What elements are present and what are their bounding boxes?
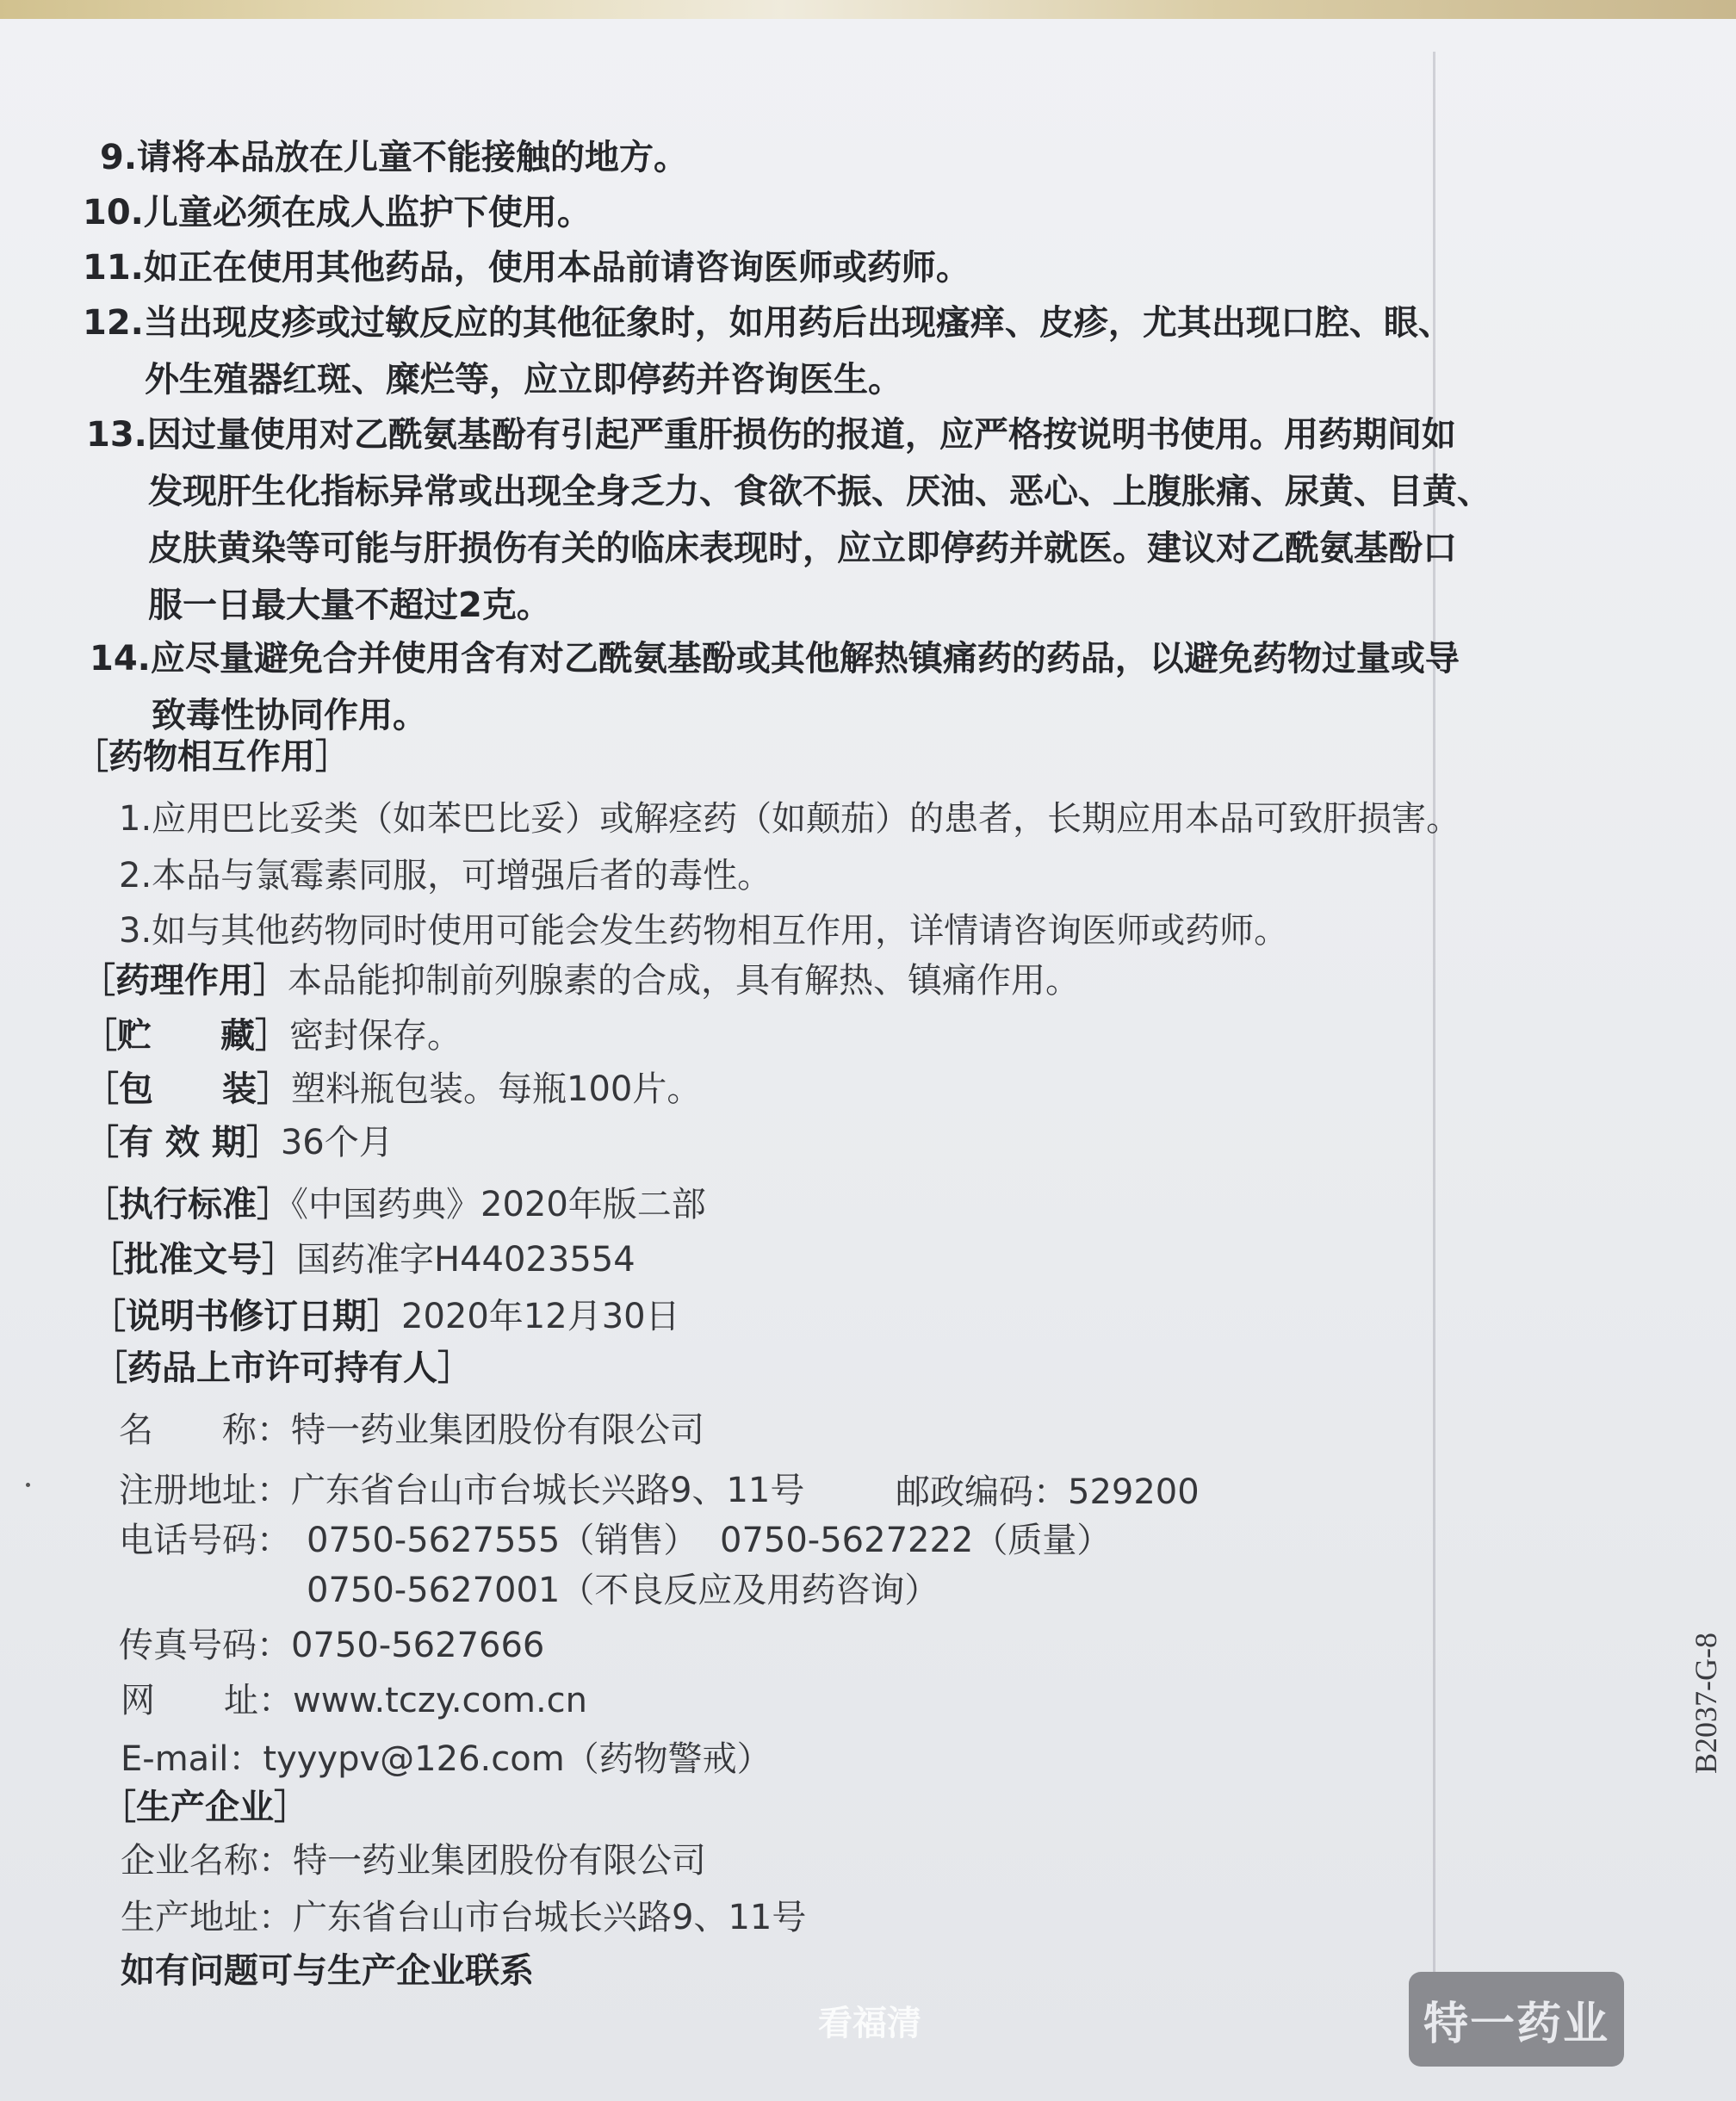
section-label: ［包 装］: [84, 1069, 291, 1109]
manufacturer-address: 生产地址：广东省台山市台城长兴路9、11号: [121, 1898, 807, 1937]
box-edge-strip: [0, 0, 1736, 19]
precaution-13-line3: 皮肤黄染等可能与肝损伤有关的临床表现时，应立即停药并就医。建议对乙酰氨基酚口: [148, 529, 1457, 568]
manufacturer-contact: 如有问题可与生产企业联系: [121, 1951, 534, 1991]
manufacturer-name: 企业名称：特一药业集团股份有限公司: [121, 1841, 706, 1881]
precaution-9: 9.请将本品放在儿童不能接触的地方。: [100, 138, 689, 177]
holder-phone-adverse: 0750-5627001（不良反应及用药咨询）: [307, 1571, 939, 1610]
interaction-item-2: 2.本品与氯霉素同服，可增强后者的毒性。: [119, 856, 772, 896]
holder-phone-sales: 0750-5627555（销售）: [307, 1521, 698, 1560]
watermark-text: 看福清: [818, 2004, 921, 2043]
precaution-12-line2: 外生殖器红斑、糜烂等，应立即停药并咨询医生。: [145, 360, 902, 400]
company-logo: [1409, 1972, 1624, 2067]
interaction-item-3: 3.如与其他药物同时使用可能会发生药物相互作用，详情请咨询医师或药师。: [119, 911, 1289, 951]
holder-heading: ［药品上市许可持有人］: [93, 1348, 472, 1388]
section-label: ［有 效 期］: [84, 1123, 281, 1162]
precaution-14-line1: 14.应尽量避免合并使用含有对乙酰氨基酚或其他解热镇痛药的药品，以避免药物过量或导: [90, 639, 1460, 679]
precaution-14-line2: 致毒性协同作用。: [152, 696, 427, 735]
section-standard: [84, 1181, 706, 1228]
section-text: 本品能抑制前列腺素的合成，具有解热、镇痛作用。: [288, 961, 1080, 1001]
holder-email: E-mail：tyyypv@126.com（药物警戒）: [121, 1739, 772, 1779]
fold-crease: [1433, 52, 1435, 2032]
holder-name: 名 称：特一药业集团股份有限公司: [119, 1410, 704, 1450]
section-text: 2020年12月30日: [401, 1297, 680, 1336]
section-pharmacology: [81, 958, 1080, 1004]
holder-fax: 传真号码：0750-5627666: [119, 1626, 545, 1665]
section-label: ［说明书修订日期］: [91, 1297, 401, 1336]
section-approval-number: [90, 1236, 636, 1283]
holder-phone-quality: 0750-5627222（质量）: [720, 1521, 1112, 1560]
section-validity: [84, 1119, 394, 1166]
section-label: ［批准文号］: [90, 1240, 296, 1280]
section-text: 国药准字H44023554: [296, 1240, 636, 1280]
section-storage: [83, 1013, 462, 1059]
section-text: 《中国药典》2020年版二部: [291, 1185, 706, 1224]
interaction-item-1: 1.应用巴比妥类（如苯巴比妥）或解痉药（如颠茄）的患者，长期应用本品可致肝损害。: [119, 799, 1461, 839]
holder-address: 注册地址：广东省台山市台城长兴路9、11号: [119, 1471, 805, 1510]
side-print-code: B2037-G-8: [1689, 1633, 1723, 1774]
section-text: 塑料瓶包装。每瓶100片。: [291, 1069, 702, 1109]
section-revision-date: [91, 1293, 680, 1340]
watermark: [792, 1996, 947, 2045]
holder-website: 网 址：www.tczy.com.cn: [121, 1681, 588, 1720]
holder-postcode: 邮政编码：529200: [896, 1472, 1200, 1512]
section-package: [84, 1066, 701, 1112]
precaution-13-line4: 服一日最大量不超过2克。: [148, 586, 551, 625]
section-label: ［执行标准］: [84, 1185, 291, 1224]
section-text: 密封保存。: [289, 1016, 462, 1056]
paper-speck: [26, 1483, 30, 1487]
precaution-13-line2: 发现肝生化指标异常或出现全身乏力、食欲不振、厌油、恶心、上腹胀痛、尿黄、目黄、: [148, 472, 1491, 511]
section-label: ［药理作用］: [81, 961, 288, 1001]
logo-text: 特一药业: [1423, 1997, 1609, 2050]
precaution-12-line1: 12.当出现皮疹或过敏反应的其他征象时，如用药后出现瘙痒、皮疹，尤其出现口腔、眼、: [83, 303, 1453, 343]
precaution-11: 11.如正在使用其他药品，使用本品前请咨询医师或药师。: [83, 248, 970, 288]
section-text: 36个月: [280, 1123, 394, 1162]
manufacturer-heading: ［生产企业］: [102, 1788, 308, 1827]
section-label: ［贮 藏］: [83, 1016, 289, 1056]
holder-phone-label: 电话号码：: [119, 1521, 291, 1560]
precaution-10: 10.儿童必须在成人监护下使用。: [83, 193, 592, 232]
interactions-heading: ［药物相互作用］: [74, 737, 350, 777]
precaution-13-line1: 13.因过量使用对乙酰氨基酚有引起严重肝损伤的报道，应严格按说明书使用。用药期间如: [86, 415, 1456, 455]
